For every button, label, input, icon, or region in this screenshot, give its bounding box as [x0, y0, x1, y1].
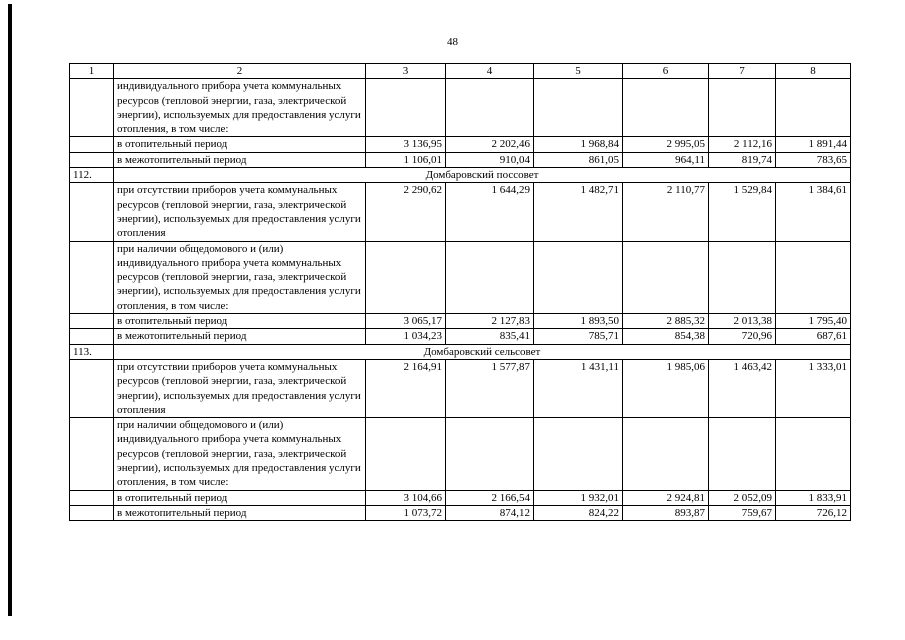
- column-header: 2: [114, 64, 366, 79]
- section-title: Домбаровский сельсовет: [114, 344, 851, 359]
- table-row: [70, 505, 851, 520]
- row-label: в межотопительный период: [114, 329, 366, 344]
- value-cell: 1 893,50: [534, 314, 623, 329]
- row-number-cell: [70, 137, 114, 152]
- value-cell: 1 073,72: [366, 505, 446, 520]
- value-cell: [446, 79, 534, 137]
- section-number: 113.: [70, 344, 114, 359]
- value-cell: 1 932,01: [534, 490, 623, 505]
- value-cell: 1 644,29: [446, 183, 534, 241]
- value-cell: 910,04: [446, 152, 534, 167]
- row-label: при наличии общедомового и (или) индивидуального прибора учета коммунальных ресурсов (тепловой энергии, газа, электрической энергии), используемых для предоставления услуги отопления, в том числе:: [114, 418, 366, 490]
- value-cell: [534, 241, 623, 313]
- table-row: [70, 137, 851, 152]
- value-cell: [446, 418, 534, 490]
- value-cell: 1 333,01: [776, 359, 851, 417]
- row-label: индивидуального прибора учета коммунальных ресурсов (тепловой энергии, газа, электрической энергии), используемых для предоставления услуги отопления, в том числе:: [114, 79, 366, 137]
- section-number: 112.: [70, 168, 114, 183]
- table-row: [70, 329, 851, 344]
- value-cell: 1 106,01: [366, 152, 446, 167]
- value-cell: [534, 79, 623, 137]
- row-number-cell: [70, 183, 114, 241]
- value-cell: 2 166,54: [446, 490, 534, 505]
- value-cell: 2 924,81: [623, 490, 709, 505]
- column-header: 7: [709, 64, 776, 79]
- value-cell: 759,67: [709, 505, 776, 520]
- value-cell: 1 463,42: [709, 359, 776, 417]
- value-cell: 1 968,84: [534, 137, 623, 152]
- row-number-cell: [70, 152, 114, 167]
- value-cell: 1 985,06: [623, 359, 709, 417]
- value-cell: 1 529,84: [709, 183, 776, 241]
- value-cell: 824,22: [534, 505, 623, 520]
- value-cell: 2 885,32: [623, 314, 709, 329]
- value-cell: [623, 241, 709, 313]
- value-cell: 3 104,66: [366, 490, 446, 505]
- row-number-cell: [70, 241, 114, 313]
- column-header: 3: [366, 64, 446, 79]
- value-cell: 687,61: [776, 329, 851, 344]
- row-label: в межотопительный период: [114, 505, 366, 520]
- value-cell: 2 110,77: [623, 183, 709, 241]
- value-cell: 874,12: [446, 505, 534, 520]
- table-row: [70, 241, 851, 313]
- value-cell: 1 431,11: [534, 359, 623, 417]
- row-label: в отопительный период: [114, 490, 366, 505]
- value-cell: [776, 79, 851, 137]
- value-cell: [366, 241, 446, 313]
- row-number-cell: [70, 329, 114, 344]
- section-row: [70, 168, 851, 183]
- row-number-cell: [70, 314, 114, 329]
- value-cell: [709, 241, 776, 313]
- value-cell: 3 065,17: [366, 314, 446, 329]
- row-label: при наличии общедомового и (или) индивидуального прибора учета коммунальных ресурсов (тепловой энергии, газа, электрической энергии), используемых для предоставления услуги отопления, в том числе:: [114, 241, 366, 313]
- column-number-row: [70, 64, 851, 79]
- row-label: в отопительный период: [114, 137, 366, 152]
- table-row: [70, 183, 851, 241]
- value-cell: 819,74: [709, 152, 776, 167]
- value-cell: 2 202,46: [446, 137, 534, 152]
- value-cell: 893,87: [623, 505, 709, 520]
- value-cell: 783,65: [776, 152, 851, 167]
- value-cell: 720,96: [709, 329, 776, 344]
- value-cell: 2 013,38: [709, 314, 776, 329]
- value-cell: [709, 79, 776, 137]
- value-cell: 2 127,83: [446, 314, 534, 329]
- value-cell: 2 164,91: [366, 359, 446, 417]
- row-number-cell: [70, 505, 114, 520]
- value-cell: 1 577,87: [446, 359, 534, 417]
- section-row: [70, 344, 851, 359]
- value-cell: [709, 418, 776, 490]
- value-cell: [623, 79, 709, 137]
- value-cell: 3 136,95: [366, 137, 446, 152]
- value-cell: 861,05: [534, 152, 623, 167]
- left-margin-bar: [8, 4, 12, 616]
- value-cell: 2 995,05: [623, 137, 709, 152]
- section-title: Домбаровский поссовет: [114, 168, 851, 183]
- column-header: 8: [776, 64, 851, 79]
- value-cell: 964,11: [623, 152, 709, 167]
- value-cell: 2 112,16: [709, 137, 776, 152]
- column-header: 6: [623, 64, 709, 79]
- value-cell: 1 795,40: [776, 314, 851, 329]
- value-cell: [446, 241, 534, 313]
- value-cell: 2 052,09: [709, 490, 776, 505]
- row-label: при отсутствии приборов учета коммунальных ресурсов (тепловой энергии, газа, электрической энергии), используемых для предоставления услуги отопления: [114, 359, 366, 417]
- value-cell: [776, 418, 851, 490]
- row-label: в межотопительный период: [114, 152, 366, 167]
- table-row: [70, 359, 851, 417]
- value-cell: 1 034,23: [366, 329, 446, 344]
- value-cell: [534, 418, 623, 490]
- table-row: [70, 314, 851, 329]
- value-cell: 1 482,71: [534, 183, 623, 241]
- value-cell: 1 891,44: [776, 137, 851, 152]
- table-row: [70, 152, 851, 167]
- table-row: [70, 79, 851, 137]
- row-label: в отопительный период: [114, 314, 366, 329]
- page-number: 48: [447, 36, 458, 48]
- table-row: [70, 490, 851, 505]
- value-cell: 1 833,91: [776, 490, 851, 505]
- table-row: [70, 418, 851, 490]
- column-header: 5: [534, 64, 623, 79]
- row-number-cell: [70, 79, 114, 137]
- value-cell: [366, 418, 446, 490]
- column-header: 4: [446, 64, 534, 79]
- value-cell: [776, 241, 851, 313]
- value-cell: 854,38: [623, 329, 709, 344]
- row-number-cell: [70, 418, 114, 490]
- value-cell: 1 384,61: [776, 183, 851, 241]
- value-cell: 726,12: [776, 505, 851, 520]
- tariff-table: [69, 63, 851, 521]
- value-cell: 2 290,62: [366, 183, 446, 241]
- row-number-cell: [70, 490, 114, 505]
- row-label: при отсутствии приборов учета коммунальных ресурсов (тепловой энергии, газа, электрической энергии), используемых для предоставления услуги отопления: [114, 183, 366, 241]
- value-cell: 835,41: [446, 329, 534, 344]
- value-cell: [623, 418, 709, 490]
- value-cell: [366, 79, 446, 137]
- row-number-cell: [70, 359, 114, 417]
- value-cell: 785,71: [534, 329, 623, 344]
- column-header: 1: [70, 64, 114, 79]
